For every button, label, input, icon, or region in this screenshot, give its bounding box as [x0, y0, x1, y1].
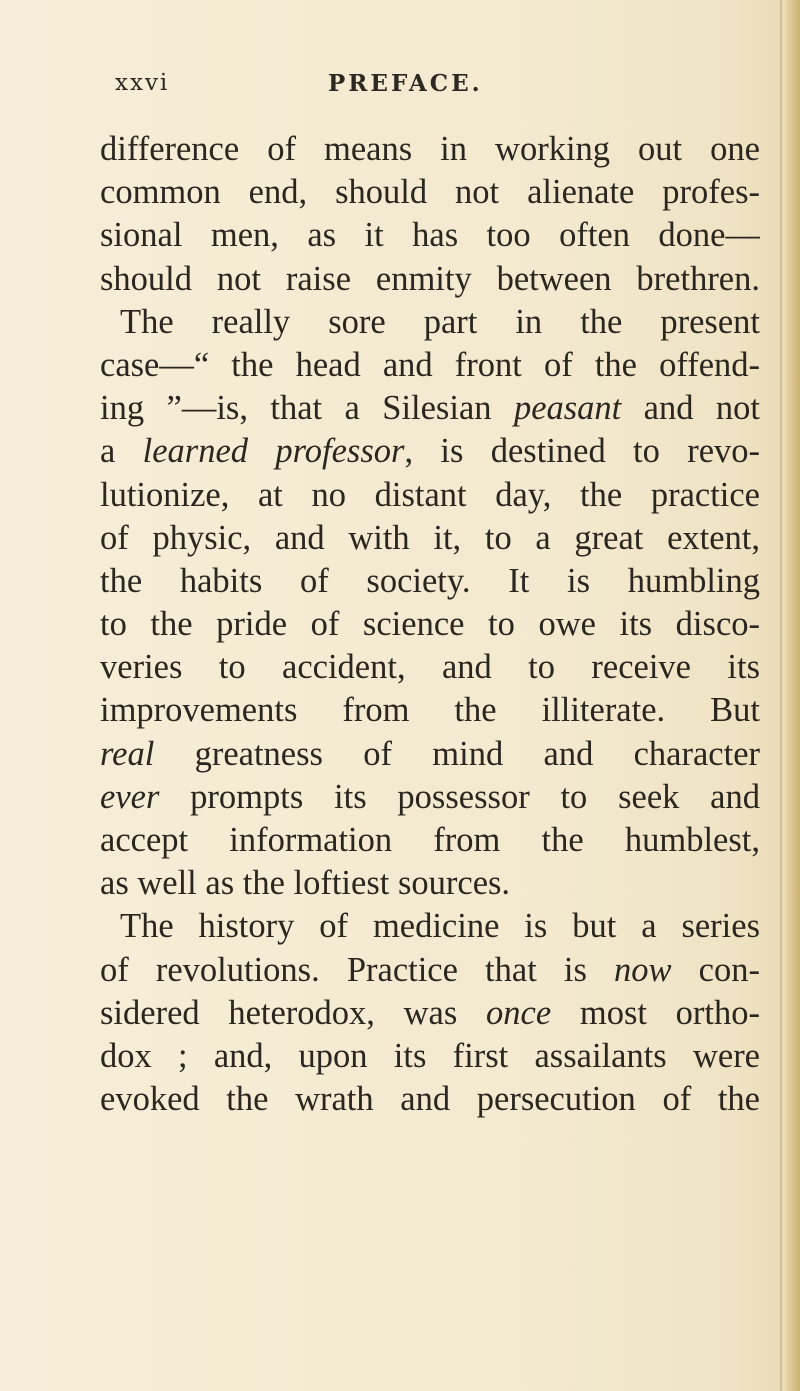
- text-line: [100, 689, 760, 732]
- text-line: [100, 430, 760, 473]
- text-line: [100, 517, 760, 560]
- text-segment: greatness of mind and character: [154, 734, 760, 773]
- text-segment: sional men, as it has too often done—: [100, 216, 760, 255]
- text-line: [100, 474, 760, 517]
- page-edge: [786, 0, 800, 1391]
- text-segment: con-: [671, 950, 760, 989]
- text-line: [100, 128, 760, 171]
- italic-text: once: [486, 993, 552, 1032]
- text-segment: The really sore part in the present: [120, 302, 760, 341]
- italic-text: now: [614, 950, 672, 989]
- text-segment: the habits of society. It is humbling: [100, 561, 760, 600]
- text-line: [100, 1078, 760, 1121]
- text-line: [100, 992, 760, 1035]
- text-line: [100, 905, 760, 948]
- text-line: [100, 258, 760, 301]
- text-line: [100, 949, 760, 992]
- text-segment: to the pride of science to owe its disco-: [100, 605, 760, 644]
- text-line: [100, 171, 760, 214]
- text-line: [100, 603, 760, 646]
- text-line: [100, 862, 760, 905]
- text-line: [100, 214, 760, 257]
- text-segment: of physic, and with it, to a great extent,: [100, 518, 760, 557]
- italic-text: real: [100, 734, 155, 773]
- italic-text: peasant: [513, 389, 622, 428]
- body-text: [100, 128, 760, 1121]
- page-number: xxvi: [115, 70, 170, 96]
- page-header: [115, 70, 635, 104]
- text-segment: dox ; and, upon its first assailants were: [100, 1036, 760, 1075]
- text-segment: prompts its possessor to seek and: [159, 777, 760, 816]
- page-fold-line: [780, 0, 782, 1391]
- text-segment: most ortho-: [551, 993, 760, 1032]
- text-line: [100, 387, 760, 430]
- text-line: [100, 1035, 760, 1078]
- text-line: [100, 344, 760, 387]
- text-line: [100, 733, 760, 776]
- text-segment: veries to accident, and to receive its: [100, 648, 760, 687]
- text-line: [100, 819, 760, 862]
- text-segment: The history of medicine is but a series: [120, 907, 760, 946]
- text-segment: ing ”—is, that a Silesian: [100, 389, 514, 428]
- text-segment: common end, should not alienate profes-: [100, 173, 760, 212]
- text-segment: lutionize, at no distant day, the practice: [100, 475, 760, 514]
- text-line: [100, 301, 760, 344]
- text-segment: and not: [621, 389, 760, 428]
- italic-text: learned professor: [142, 432, 405, 471]
- text-segment: should not raise enmity between brethren.: [100, 259, 760, 298]
- text-segment: improvements from the illiterate. But: [100, 691, 760, 730]
- text-segment: evoked the wrath and persecution of the: [100, 1080, 760, 1119]
- text-line: [100, 646, 760, 689]
- running-head: PREFACE.: [328, 70, 483, 97]
- text-segment: accept information from the humblest,: [100, 821, 760, 859]
- text-segment: , is destined to revo-: [404, 432, 760, 471]
- text-segment: of revolutions. Practice that is: [100, 950, 615, 989]
- text-segment: sidered heterodox, was: [100, 993, 487, 1032]
- italic-text: ever: [100, 777, 160, 816]
- text-segment: difference of means in working out one: [100, 130, 760, 168]
- text-line: [100, 560, 760, 603]
- text-line: [100, 776, 760, 819]
- text-segment: case—“ the head and front of the offend-: [100, 345, 760, 384]
- text-segment: a: [100, 432, 143, 471]
- text-segment: as well as the loftiest sources.: [100, 864, 511, 903]
